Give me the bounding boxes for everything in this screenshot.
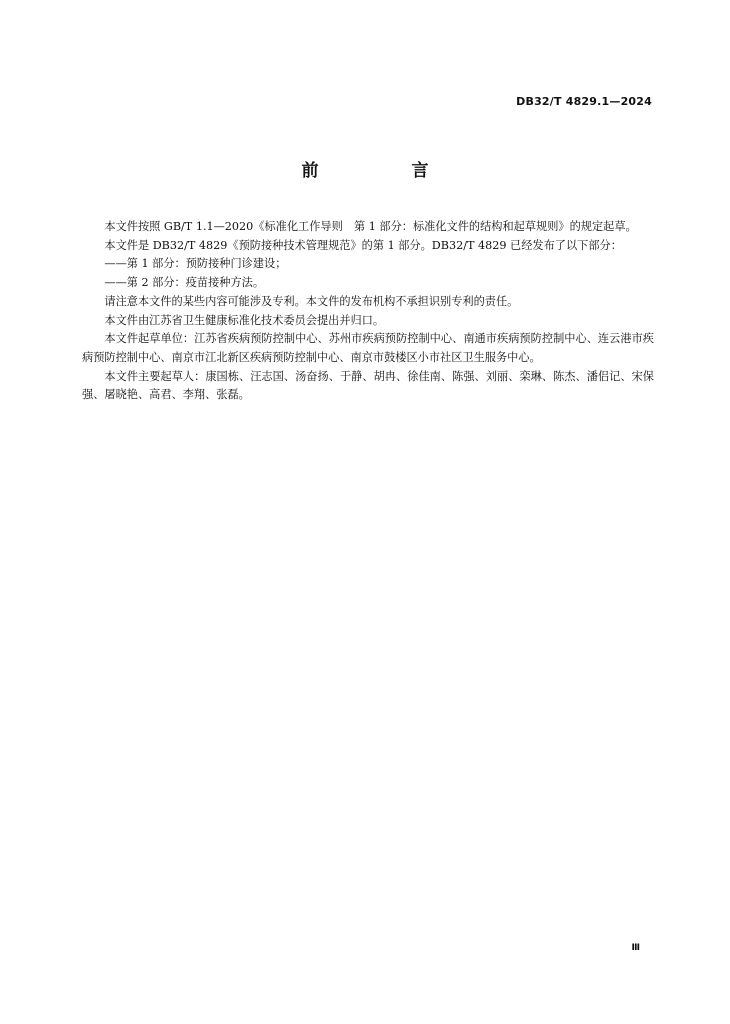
paragraph-drafting-units: 本文件起草单位：江苏省疾病预防控制中心、苏州市疾病预防控制中心、南通市疾病预防控制中心、连云港市疾病预防控制中心、南京市江北新区疾病预防控制中心、南京市鼓楼区小市社区卫生服务中心。: [82, 332, 654, 364]
standard-code: DB32/T 4829.1—2024: [516, 95, 652, 108]
list-item-part-1: ——第 1 部分：预防接种门诊建设；: [104, 257, 287, 271]
list-item-part-2: ——第 2 部分：疫苗接种方法。: [104, 276, 265, 290]
page-title: 前 言: [301, 161, 467, 181]
paragraph-patent-notice: 请注意本文件的某些内容可能涉及专利。本文件的发布机构不承担识别专利的责任。: [104, 294, 519, 308]
paragraph-drafters: 本文件主要起草人：康国栋、汪志国、汤奋扬、于静、胡冉、徐佳南、陈强、刘丽、栾琳、陈杰、潘侣记、宋保强、屠晓艳、高君、李翔、张磊。: [82, 369, 654, 402]
page-number: Ⅲ: [631, 943, 640, 953]
paragraph-series-parts: 本文件是 DB32/T 4829《预防接种技术管理规范》的第 1 部分。DB32/T 4829 已经发布了以下部分：: [104, 238, 622, 252]
foreword-body: [82, 218, 654, 405]
paragraph-proposer: 本文件由江苏省卫生健康标准化技术委员会提出并归口。: [104, 313, 385, 327]
paragraph-drafting-rules: 本文件按照 GB/T 1.1—2020《标准化工作导则 第 1 部分：标准化文件的结构和起草规则》的规定起草。: [104, 220, 637, 233]
